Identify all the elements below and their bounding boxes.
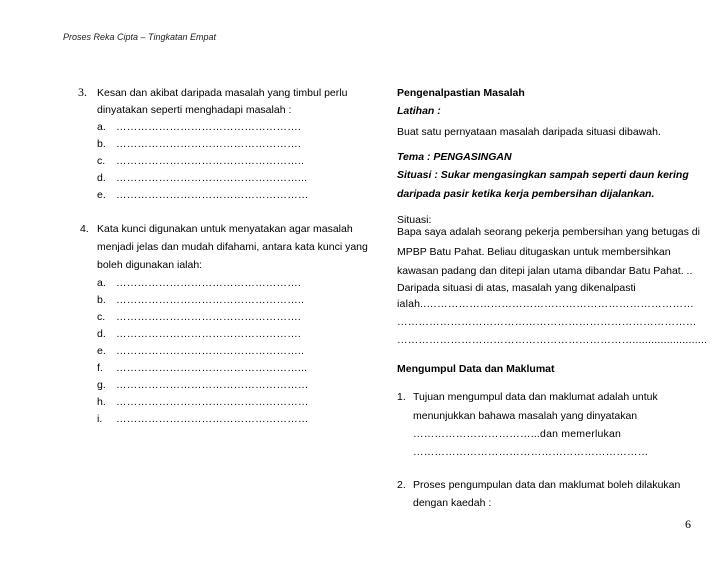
q3-item-answer-line[interactable]: ……………………………………………... xyxy=(116,172,308,184)
q4-item-label: f. xyxy=(97,362,103,374)
q3-item-label: d. xyxy=(97,172,106,184)
q4-item-answer-line[interactable]: ……………………………………………… xyxy=(116,379,309,391)
problem-answer-line[interactable]: ………………………………………………………………………… xyxy=(397,316,697,328)
situation-text-line: Bapa saya adalah seorang pekerja pembersihan yang betugas di xyxy=(397,226,700,238)
point-2-number: 2. xyxy=(397,479,406,491)
situation-bold-line-1: Situasi : Sukar mengasingkan sampah seperti daun kering xyxy=(397,169,689,181)
exercise-instruction: Buat satu pernyataan masalah daripada situasi dibawah. xyxy=(397,126,661,138)
q4-item-answer-line[interactable]: …………………………………………….. xyxy=(116,294,305,306)
q4-item-label: c. xyxy=(97,311,106,323)
situation-bold-line-2: daripada pasir ketika kerja pembersihan dijalankan. xyxy=(397,188,655,200)
q3-item-answer-line[interactable]: ……………………………………………… xyxy=(116,189,309,201)
question-3-line-1: Kesan dan akibat daripada masalah yang timbul perlu xyxy=(97,87,348,99)
q3-item-answer-line[interactable]: ……………………………………………. xyxy=(116,121,302,133)
point-1-line-1: Tujuan mengumpul data dan maklumat adalah untuk xyxy=(413,391,658,403)
q4-item-answer-line[interactable]: ……………………………………………. xyxy=(116,328,302,340)
question-4-line-2: menjadi jelas dan mudah difahami, antara kata kunci yang xyxy=(97,241,368,253)
situation-text-line: Daripada situasi di atas, masalah yang dikenalpasti xyxy=(397,282,636,294)
q3-item-answer-line[interactable]: ……………………………………………. xyxy=(116,138,302,150)
q4-item-label: b. xyxy=(97,294,106,306)
q4-item-answer-line[interactable]: ……………………………………………... xyxy=(116,362,308,374)
q4-item-answer-line[interactable]: ……………………………………………. xyxy=(116,311,302,323)
section-title-data-collection: Mengumpul Data dan Maklumat xyxy=(397,363,555,375)
q4-item-label: g. xyxy=(97,379,106,391)
q3-item-label: a. xyxy=(97,121,106,133)
q4-item-answer-line[interactable]: …………………………………………….. xyxy=(116,345,305,357)
point-1-answer-line[interactable]: ………………………………………………………… xyxy=(413,446,649,458)
question-4-number: 4. xyxy=(80,223,89,235)
q4-item-answer-line[interactable]: ……………………………………………… xyxy=(116,396,309,408)
theme-label: Tema : PENGASINGAN xyxy=(397,151,512,163)
situation-text-line: kawasan padang dan ditepi jalan utama dibandar Batu Pahat. .. xyxy=(397,265,693,277)
problem-answer-line[interactable]: ialah..………………………………………………………………… xyxy=(397,298,694,310)
q4-item-label: d. xyxy=(97,328,106,340)
question-4-line-3: boleh digunakan ialah: xyxy=(97,259,203,271)
q4-item-answer-line[interactable]: ……………………………………………… xyxy=(116,413,309,425)
exercise-label: Latihan : xyxy=(397,105,441,117)
q4-item-label: i. xyxy=(97,413,103,425)
q4-item-answer-line[interactable]: ……………………………………………. xyxy=(116,277,302,289)
q3-item-label: b. xyxy=(97,138,106,150)
page-number: 6 xyxy=(685,517,691,531)
q3-item-answer-line[interactable]: …………………………………………….. xyxy=(116,155,305,167)
question-4-line-1: Kata kunci digunakan untuk menyatakan agar masalah xyxy=(97,223,353,235)
point-2-line-1: Proses pengumpulan data dan maklumat boleh dilakukan xyxy=(413,479,681,491)
question-3-number: 3. xyxy=(78,85,87,99)
section-title-problem-identification: Pengenalpastian Masalah xyxy=(397,87,525,99)
point-2-line-2: dengan kaedah : xyxy=(413,497,492,509)
q4-item-label: e. xyxy=(97,345,106,357)
q3-item-label: c. xyxy=(97,155,106,167)
point-1-number: 1. xyxy=(397,391,406,403)
point-1-answer-line[interactable]: ……………………………...dan memerlukan xyxy=(413,428,622,440)
problem-answer-line[interactable]: …………………………………………………………........................ xyxy=(397,334,708,346)
q4-item-label: a. xyxy=(97,277,106,289)
page-header: Proses Reka Cipta – Tingkatan Empat xyxy=(63,32,216,42)
q4-item-label: h. xyxy=(97,396,106,408)
situation-text-line: MPBP Batu Pahat. Beliau ditugaskan untuk membersihkan xyxy=(397,246,671,258)
question-3-line-2: dinyatakan seperti menghadapi masalah : xyxy=(97,104,292,116)
point-1-line-2: menunjukkan bahawa masalah yang dinyatakan xyxy=(413,410,638,422)
q3-item-label: e. xyxy=(97,189,106,201)
situation-label: Situasi: xyxy=(397,214,432,226)
